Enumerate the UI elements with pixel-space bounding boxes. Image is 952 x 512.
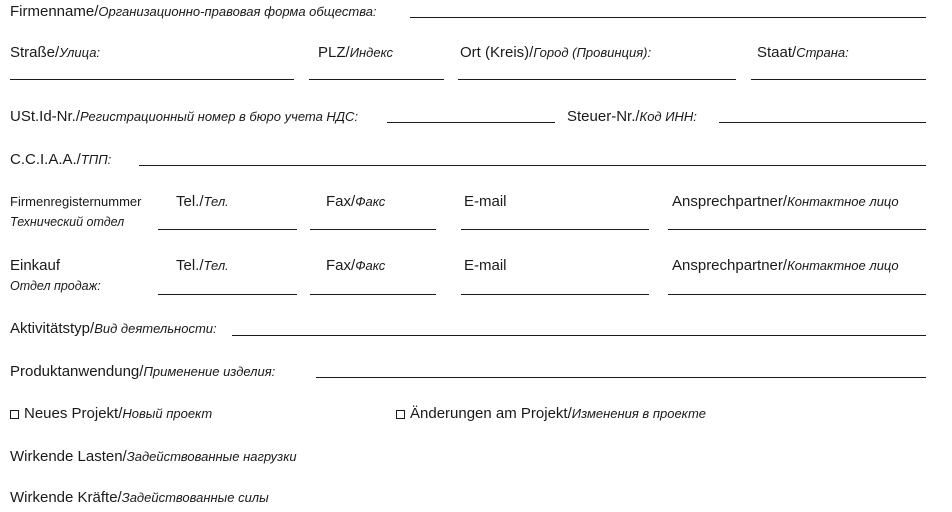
sales-tel-label: Tel./Тел. xyxy=(176,257,229,274)
checkbox-icon[interactable] xyxy=(396,410,405,419)
tech-fax-field[interactable] xyxy=(310,229,436,230)
application-label: Produktanwendung/Применение изделия: xyxy=(10,363,276,380)
sales-fax-field[interactable] xyxy=(310,294,436,295)
vat-label: USt.Id-Nr./Регистрационный номер в бюро учета НДС: xyxy=(10,108,358,125)
activity-field[interactable] xyxy=(232,335,926,336)
sales-fax-label: Fax/Факс xyxy=(326,257,386,274)
forces-label: Wirkende Kräfte/Задействованные силы xyxy=(10,489,269,506)
cciaa-label: C.C.I.A.A./ТПП: xyxy=(10,151,112,168)
tech-fax-label: Fax/Факс xyxy=(326,193,386,210)
changes-checkbox[interactable]: Änderungen am Projekt/Изменения в проекте xyxy=(396,405,706,423)
tax-field[interactable] xyxy=(719,122,926,123)
company-label: Firmenname/Организационно-правовая форма общества: xyxy=(10,3,377,20)
country-label: Staat/Страна: xyxy=(757,44,849,61)
tech-email-field[interactable] xyxy=(461,229,649,230)
activity-label: Aktivitätstyp/Вид деятельности: xyxy=(10,320,217,337)
sales-label: Einkauf xyxy=(10,257,61,274)
country-field[interactable] xyxy=(751,79,926,80)
new-project-checkbox[interactable]: Neues Projekt/Новый проект xyxy=(10,405,212,423)
checkbox-icon[interactable] xyxy=(10,410,19,419)
company-field[interactable] xyxy=(410,17,926,18)
plz-label: PLZ/Индекс xyxy=(318,44,394,61)
tech-contact-label: Ansprechpartner/Контактное лицо xyxy=(672,193,899,210)
cciaa-field[interactable] xyxy=(139,165,926,166)
loads-label: Wirkende Lasten/Задействованные нагрузки xyxy=(10,448,297,465)
sales-contact-label: Ansprechpartner/Контактное лицо xyxy=(672,257,899,274)
plz-field[interactable] xyxy=(309,79,444,80)
tech-contact-field[interactable] xyxy=(668,229,926,230)
sales-tel-field[interactable] xyxy=(158,294,297,295)
tax-label: Steuer-Nr./Код ИНН: xyxy=(567,108,697,125)
vat-field[interactable] xyxy=(387,122,555,123)
application-field[interactable] xyxy=(316,377,926,378)
city-label: Ort (Kreis)/Город (Провинция): xyxy=(460,44,652,61)
tech-label-ru: Технический отдел xyxy=(10,215,125,229)
tech-tel-field[interactable] xyxy=(158,229,297,230)
street-field[interactable] xyxy=(10,79,294,80)
tech-tel-label: Tel./Тел. xyxy=(176,193,229,210)
sales-email-field[interactable] xyxy=(461,294,649,295)
street-label: Straße/Улица: xyxy=(10,44,101,61)
sales-contact-field[interactable] xyxy=(668,294,926,295)
city-field[interactable] xyxy=(458,79,736,80)
sales-label-ru: Отдел продаж: xyxy=(10,279,101,293)
sales-email-label: E-mail xyxy=(464,257,507,274)
tech-email-label: E-mail xyxy=(464,193,507,210)
tech-label: Firmenregisternummer xyxy=(10,194,142,209)
